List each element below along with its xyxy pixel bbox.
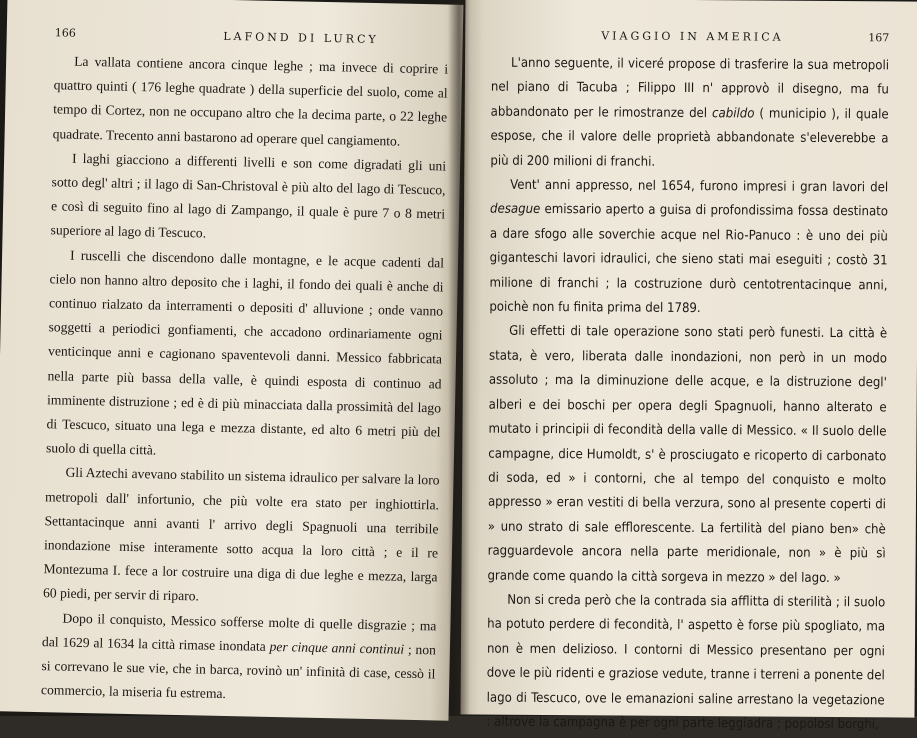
right-page-number: 167 [868,31,890,45]
paragraph: Non si creda però che la contrada sia afflitta di sterilità ; il suolo ha potuto perdere di fecondità, l' aspetto è forse più spogliato, ma non è men delizioso. I contorni di Messico presentano per ogni dove le più ridenti e graziose vedute, tranne i terreni a ponente del lago di Tescuco, ove le emanazioni saline arrestano la vegetazione : altrove la campagna è per ogni parte leggiadra ; popolosi borghi, [486,592,886,733]
left-page-body [41,49,449,711]
left-page-header [55,26,449,47]
paragraph: I ruscelli che discendono dalle montagne, e le acque cadenti dal cielo non hanno altro deposito che i laghi, il fondo dei quali è anche di continuo rialzato da interramenti o depositi d' alluvione ; onde vanno soggetti a periodici gonfiamenti, che accadono ordinariamente ogni venticinque anni e cagionano spaventevoli danni. Messico fabbricata nella parte più bassa della valle, è quindi esposta di continuo ad imminente distruzione ; ed è di più minacciata dalla prossimità del lago di Tescuco, situato una lega e mezza distante, ed alto 6 metri più del suolo di quella città. [45,247,445,458]
italic-phrase: desague [489,202,541,218]
right-page [461,0,917,733]
left-page-number: 166 [54,26,76,40]
paragraph: Gli effetti di tale operazione sono stati però funesti. La città è stata, è vero, liberata dalle inondazioni, non però in un modo assoluto ; ma la diminuzione delle acque, e la distruzione degl' alberi e dei boschi per opera degli Spagnuoli, hanno alterato e mutato i principii di fecondità della valle di Messico. « Il suolo delle campagne, dice Humoldt, s' è prosciugato e ricoperto di carbonato di soda, ed » i contorni, che al tempo del conquisto e molto appresso » eran vestiti di bella verzura, sono al presente coperti di » uno strato di sale efflorescente. La fertilità del piano ben» chè ragguardevole ancora nella parte meridionale, non » è più sì grande come quando la città sorgeva in mezzo » del lago. » [487,324,888,586]
left-running-title: LAFOND DI LURCY [223,29,379,47]
right-page-header [491,29,889,45]
paragraph: I laghi giacciono a differenti livelli e son come digradati gli uni sotto degl' altri ; il lago di San-Christoval è più alto del lago di Tescuco, e così di seguito fino al lago di Zampango, il quale è pure 7 o 8 metri superiore al lago di Tescuco. [50,150,447,241]
right-page-body [486,52,889,738]
paragraph: Gli Aztechi avevano stabilito un sistema idraulico per salvare la loro metropoli dall' infortunio, che più volte era stato per inghiottirla. Settantacinque anni avanti l' arrivo degli Spagnuoli una terribile inondazione mise interamente sotto acqua la loro città ; e il re Montezuma I. fece a lor costruire una diga di due leghe e mezza, larga 60 piedi, per servir di riparo. [42,465,440,604]
left-page [0,0,463,721]
paragraph: L'anno seguente, il viceré propose di trasferire la sua metropoli nel piano di Tacuba ; Filippo III n' approvò il disegno, ma fu abbandonato per le rimostranze del cabildo ( municipio ), il quale espose, che il valore delle proprietà abbandonate s'eleverebbe a più di 200 milioni di franchi. [490,55,890,170]
paragraph: La vallata contiene ancora cinque leghe ; ma invece di coprire i quattro quinti ( 176 leghe quadrate ) della superficie del suolo, come al tempo di Cortez, non ne occupano altro che la decima parte, o 22 leghe quadrate. Trecento anni bastarono ad operare quel cangiamento. [52,53,449,149]
paragraph: Vent' anni appresso, nel 1654, furono impresi i gran lavori del desague emissario aperto a guisa di profondissima fossa destinato a dare sfogo alle soverchie acque nel Rio-Panuco : è uno dei più giganteschi lavori idraulici, che sieno stati mai eseguiti ; costò 31 milione di franchi ; la costruzione durò centotrentacinque anni, poichè non fu finita prima del 1789. [489,177,889,317]
italic-phrase: cabildo [711,105,755,122]
right-running-title: VIAGGIO IN AMERICA [601,29,784,44]
italic-phrase: per cinque anni continui [269,638,405,657]
paragraph: Dopo il conquisto, Messico sofferse molte di quelle disgrazie ; ma dal 1629 al 1634 la città rimase inondata per cinque anni continui ; non si correvano le sue vie, che in barca, rovinò un' infinità di case, cessò il commercio, la miseria fu estrema. [40,610,437,702]
